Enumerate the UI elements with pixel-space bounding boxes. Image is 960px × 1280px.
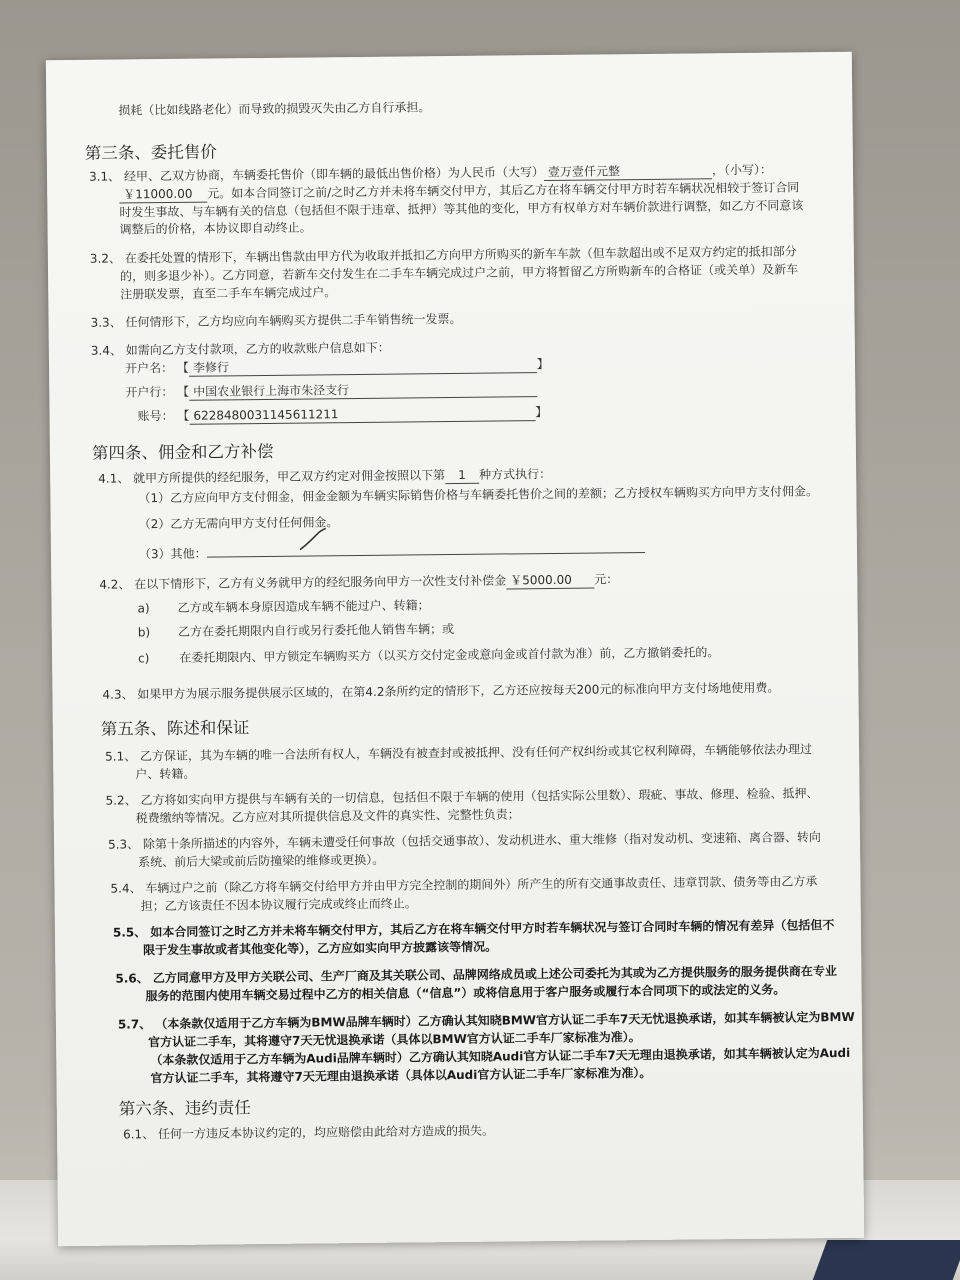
account-name-value: 李修行 [189,357,537,377]
option-3-label: （3）其他： [138,546,207,562]
bracket-close: 】 [535,405,548,420]
clause-5-3-line-1: 5.3、 除第十条所描述的内容外，车辆未遭受任何事故（包括交通事故）、发动机进水、重大维修（指对发动机、变速箱、离合器、转向 [107,830,821,852]
clause-5-6-line-2: 服务的范围内使用车辆交易过程中乙方的相关信息（“信息”）或将信息用于客户服务或履行本合同项下的或法定的义务。 [145,982,786,1004]
clause-5-7-line-3: （本条款仅适用于乙方车辆为Audi品牌车辆时）乙方确认其知晓Audi官方认证二手车7天无理由退换承诺，如其车辆被认定为Audi [150,1045,851,1068]
clause-4-2-text-b: 元： [594,572,619,587]
item-a-text: 乙方或车辆本身原因造成车辆不能过户、转籍； [177,598,430,615]
bracket-close: 】 [536,357,549,372]
clause-3-1-text-a: 3.1、 经甲、乙双方协商，车辆委托售价（即车辆的最低出售价格）为人民币（大写） [88,165,544,184]
clause-3-1-text-c: 元。如本合同签订之前/之时乙方并未将车辆交付甲方，其后乙方在将车辆交付甲方时若车辆状况相较于签订合同 [207,180,800,201]
contract-page [46,52,864,1246]
clause-4-3: 4.3、 如果甲方为展示服务提供展示区域的，在第4.2条所约定的情形下，乙方还应按每天200元的标准向甲方支付场地使用费。 [102,680,780,702]
clause-5-7-line-4: 官方认证二手车，其将遵守7天无理由退换承诺（具体以Audi官方认证二手车厂家标准为准）。 [150,1065,652,1086]
clause-5-4-line-1: 5.4、 车辆过户之前（除乙方将车辆交付给甲方并由甲方完全控制的期间外）所产生的所有交通事故责任、违章罚款、债务等由乙方承 [110,874,818,896]
account-name-label: 开户名： [124,360,174,376]
item-c-marker: c) [138,651,150,666]
pen-stroke-mark [298,527,328,553]
amount-in-numbers: ￥11000.00 [119,187,207,204]
commission-option-1: （1）乙方应向甲方支付佣金，佣金金额为车辆实际销售价格与车辆委托售价之间的差额；乙方授权车辆购买方向甲方支付佣金。 [138,484,819,506]
bracket-open: 【 [176,360,189,375]
clause-4-2-item-b [138,622,454,640]
clause-4-2 [99,572,618,593]
bank-value: 中国农业银行上海市朱泾支行 [189,381,537,401]
clause-5-2-line-1: 5.2、 乙方将如实向甲方提供与车辆有关的一切信息，包括但不限于车辆的使用（包括实际公里数）、瑕疵、事故、修理、检验、抵押、 [105,786,819,808]
clause-3-3: 3.3、 任何情形下，乙方均应向车辆购买方提供二手车销售统一发票。 [90,311,462,330]
item-c-text: 在委托期限内、甲方锁定车辆购买方（以买方交付定金或意向金或首付款为准）前，乙方撤销委托的。 [179,645,720,665]
clause-4-2-item-a [137,598,429,616]
clause-5-7-line-1: 5.7、 （本条款仅适用于乙方车辆为BMW品牌车辆时）乙方确认其知晓BMW官方认证二手车7天无忧退换承诺，如其车辆被认定为BMW [117,1009,855,1032]
clause-5-3-line-2: 系统、前后大梁或前后防撞梁的维修或更换）。 [138,852,385,870]
clause-5-2-line-2: 税费缴纳等情况。乙方应对其所提供信息及文件的真实性、完整性负责； [135,807,520,826]
clause-4-1 [98,467,551,488]
clause-3-4: 3.4、 如需向乙方支付款项，乙方的收款账户信息如下： [90,340,390,358]
clause-3-2-line-3: 注册联发票，直至二手车车辆完成过户。 [120,285,337,302]
clause-5-5-line-2: 限于发生事故或者其他变化等），乙方应如实向甲方披露该等情况。 [143,939,498,958]
clause-5-4-line-2: 担；乙方该责任不因本协议履行完成或终止而终止。 [140,896,417,914]
clause-5-1-line-2: 户、转籍。 [135,766,196,782]
bank-label: 开户行： [125,384,174,400]
clause-4-2-text-a: 4.2、 在以下情形下，乙方有义务就甲方的经纪服务向甲方一次性支付补偿金 [99,573,507,592]
top-line: 损耗（比如线路老化）而导致的损毁灭失由乙方自行承担。 [118,100,431,118]
clause-5-1-line-1: 5.1、 乙方保证，其为车辆的唯一合法所有权人，车辆没有被查封或被抵押、没有任何产权纠纷或其它权利障碍，车辆能够依法办理过 [105,742,813,764]
clause-3-1-small-label: ，（小写）： [711,162,772,178]
clause-5-7-line-2: 官方认证二手车，其将遵守7天无忧退换承诺（具体以BMW官方认证二手车厂家标准为准）。 [148,1030,641,1050]
commission-option-3 [139,538,645,562]
clause-3-1-line-3: 时发生事故、与车辆有关的信息（包括但不限于违章、抵押）等其他的变化，甲方有权单方对车辆价款进行调整，如乙方不同意该 [119,198,804,220]
bracket-open: 【 [177,408,190,423]
clause-6-1: 6.1、 任何一方违反本协议约定的，均应赔偿由此给对方造成的损失。 [122,1123,495,1142]
clause-4-1-text-a: 4.1、 就甲方所提供的经纪服务，甲乙双方约定对佣金按照以下第 [98,468,446,486]
item-a-marker: a) [137,601,150,616]
clause-5-6-line-1: 5.6、 乙方同意甲方及甲方关联公司、生产厂商及其关联公司、品牌网络成员或上述公司委托为其或为乙方提供服务的服务提供商在专业 [115,964,837,986]
account-no-label: 账号： [137,408,174,424]
heading-article-3: 第三条、委托售价 [84,142,217,163]
compensation-amount: ￥5000.00 [506,573,594,590]
clause-5-5-line-1: 5.5、 如本合同签订之时乙方并未将车辆交付甲方，其后乙方在将车辆交付甲方时若车辆状况与签订合同时车辆的情况有差异（包括但不 [112,918,835,940]
bank-row [125,381,537,401]
account-no-value: 6228480031145611211 [189,405,535,425]
heading-article-6: 第六条、违约责任 [118,1098,251,1119]
amount-in-words: 壹万壹仟元整 [544,163,712,181]
heading-article-4: 第四条、佣金和乙方补偿 [91,441,274,463]
bracket-open: 【 [177,384,190,399]
clause-4-2-item-c [138,645,719,666]
commission-option-2: （2）乙方无需向甲方支付任何佣金。 [138,515,339,532]
account-no-row [137,405,547,425]
clause-3-1-line-4: 调整后的价格，本协议即自动终止。 [119,220,312,237]
item-b-text: 乙方在委托期限内自行或另行委托他人销售车辆；或 [178,622,455,639]
account-name-row [125,357,549,377]
clause-3-2-line-2: 的，则多退少补）。乙方同意，若新车交付发生在二手车车辆完成过户之前，甲方将暂留乙方所购新车的合格证（或关单）及新车 [120,262,799,284]
item-b-marker: b) [137,625,151,640]
option-3-blank [207,538,645,558]
dark-cloth [813,1240,960,1280]
heading-article-5: 第五条、陈述和保证 [100,718,250,739]
clause-3-2-line-1: 3.2、 在委托处置的情形下，车辆出售款由甲方代为收取并抵扣乙方向甲方所购买的新车车款（但车款超出或不足双方约定的抵扣部分 [89,244,797,266]
clause-4-1-text-b: 种方式执行： [479,466,552,482]
commission-choice: 1 [445,468,479,484]
